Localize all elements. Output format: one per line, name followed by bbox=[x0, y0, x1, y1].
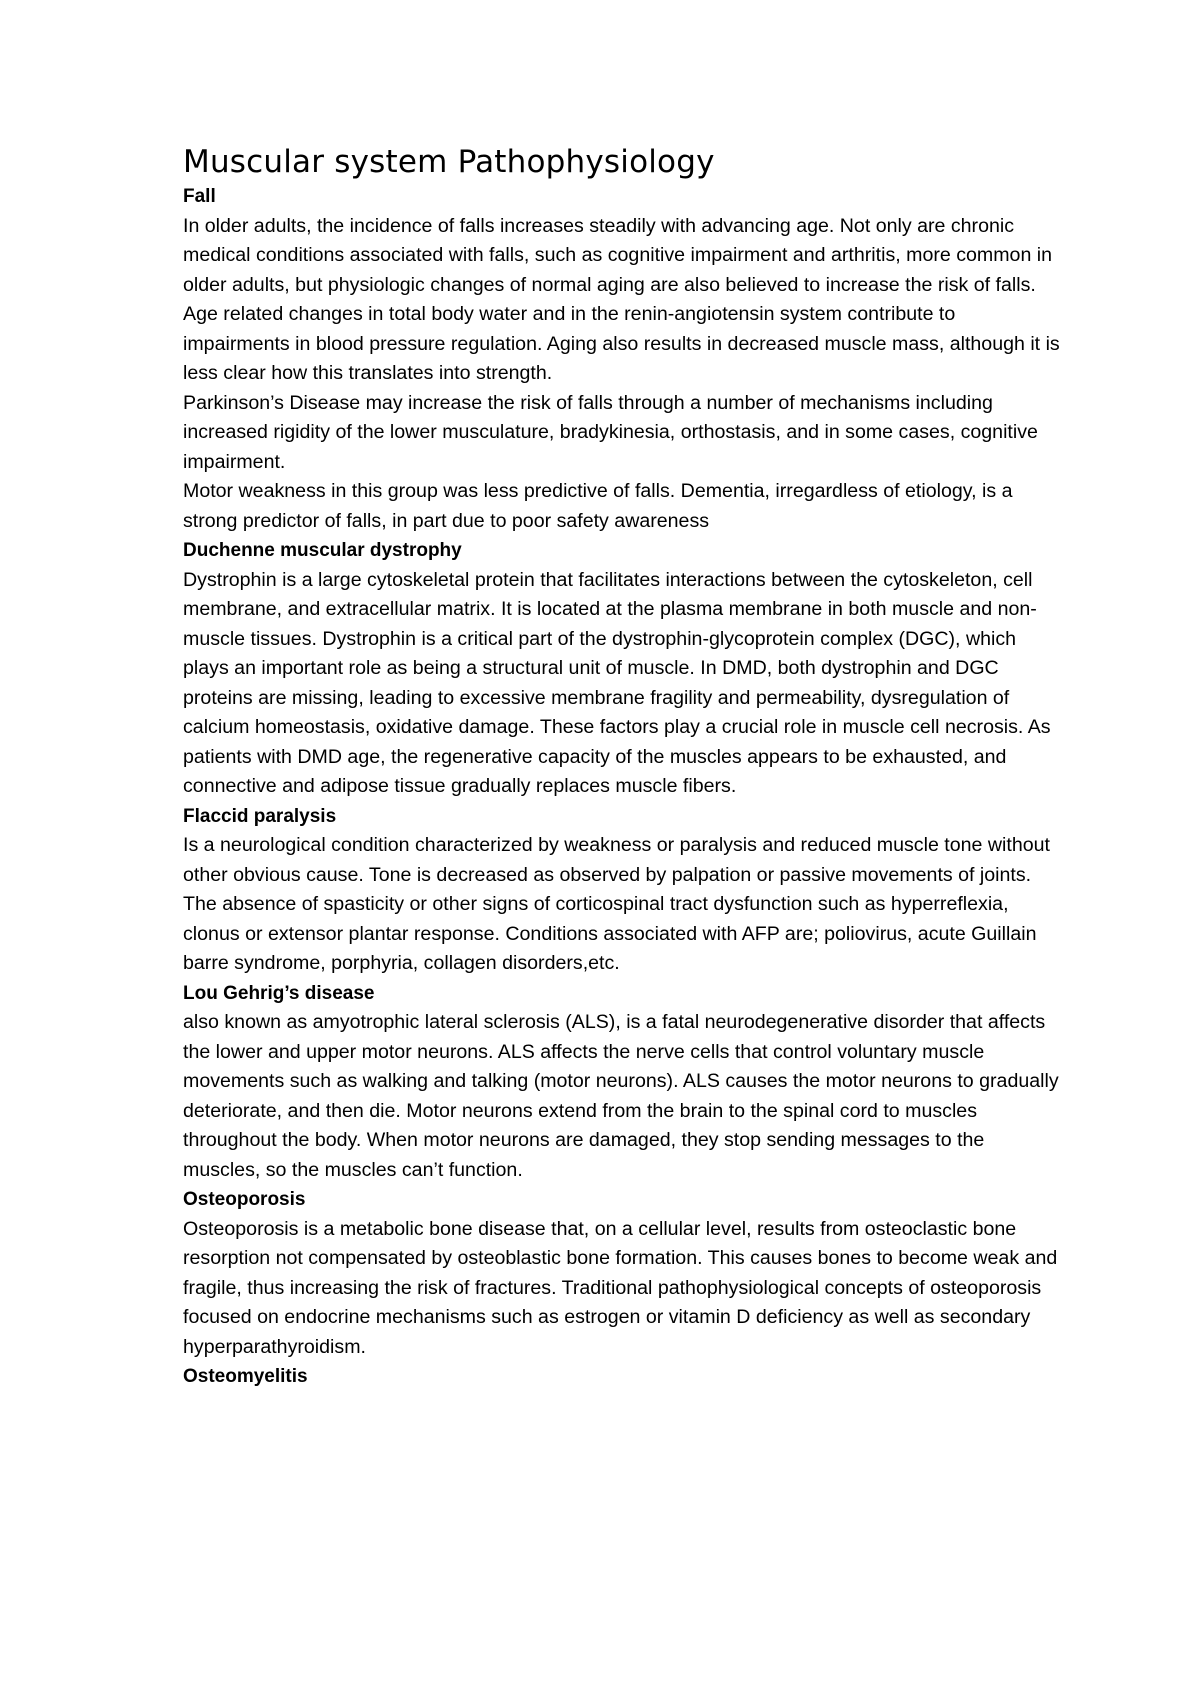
section-heading: Fall bbox=[183, 186, 216, 207]
paragraph: Parkinson’s Disease may increase the risk of falls through a number of mechanisms including increased rigidity of the lower musculature, bradykinesia, orthostasis, and in some cases, cognitive impairment. bbox=[183, 391, 1038, 473]
section-osteomyelitis bbox=[183, 1362, 1063, 1392]
paragraph: Motor weakness in this group was less predictive of falls. Dementia, irregardless of etiology, is a strong predictor of falls, in part due to poor safety awareness bbox=[183, 480, 1013, 532]
paragraph: Dystrophin is a large cytoskeletal protein that facilitates interactions between the cytoskeleton, cell membrane, and extracellular matrix. It is located at the plasma membrane in both muscle and non-muscle tissues. Dystrophin is a critical part of the dystrophin-glycoprotein complex (DGC), which plays an important role as being a structural unit of muscle. In DMD, both dystrophin and DGC proteins are missing, leading to excessive membrane fragility and permeability, dysregulation of calcium homeostasis, oxidative damage. These factors play a crucial role in muscle cell necrosis. As patients with DMD age, the regenerative capacity of the muscles appears to be exhausted, and connective and adipose tissue gradually replaces muscle fibers. bbox=[183, 568, 1051, 797]
document-page bbox=[183, 142, 1063, 1392]
section-heading: Flaccid paralysis bbox=[183, 805, 337, 827]
section-fall bbox=[183, 182, 1063, 536]
section-heading: Lou Gehrig’s disease bbox=[183, 982, 375, 1004]
paragraph: Is a neurological condition characterized by weakness or paralysis and reduced muscle tone without other obvious cause. Tone is decreased as observed by palpation or passive movements of joints. The absence of spasticity or other signs of corticospinal tract dysfunction such as hyperreflexia, clonus or extensor plantar response. Conditions associated with AFP are; poliovirus, acute Guillain barre syndrome, porphyria, collagen disorders,etc. bbox=[183, 834, 1050, 974]
paragraph: also known as amyotrophic lateral sclerosis (ALS), is a fatal neurodegenerative disorder that affects the lower and upper motor neurons. ALS affects the nerve cells that control voluntary muscle movements such as walking and talking (motor neurons). ALS causes the motor neurons to gradually deteriorate, and then die. Motor neurons extend from the brain to the spinal cord to muscles throughout the body. When motor neurons are damaged, they stop sending messages to the muscles, so the muscles can’t function. bbox=[183, 1011, 1059, 1181]
section-duchenne-muscular-dystrophy bbox=[183, 536, 1063, 802]
section-heading: Duchenne muscular dystrophy bbox=[183, 540, 462, 561]
document-title: Muscular system Pathophysiology bbox=[183, 144, 715, 180]
section-osteoporosis bbox=[183, 1185, 1063, 1362]
section-heading: Osteomyelitis bbox=[183, 1366, 308, 1387]
section-lou-gehrigs-disease bbox=[183, 979, 1063, 1186]
paragraph: In older adults, the incidence of falls increases steadily with advancing age. Not only are chronic medical conditions associated with falls, such as cognitive impairment and arthritis, more common in older adults, but physiologic changes of normal aging are also believed to increase the risk of falls. Age related changes in total body water and in the renin-angiotensin system contribute to impairments in blood pressure regulation. Aging also results in decreased muscle mass, although it is less clear how this translates into strength. bbox=[183, 214, 1060, 384]
section-heading: Osteoporosis bbox=[183, 1189, 306, 1210]
section-flaccid-paralysis bbox=[183, 802, 1063, 979]
paragraph: Osteoporosis is a metabolic bone disease that, on a cellular level, results from osteoclastic bone resorption not compensated by osteoblastic bone formation. This causes bones to become weak and fragile, thus increasing the risk of fractures. Traditional pathophysiological concepts of osteoporosis focused on endocrine mechanisms such as estrogen or vitamin D deficiency as well as secondary hyperparathyroidism. bbox=[183, 1217, 1058, 1358]
